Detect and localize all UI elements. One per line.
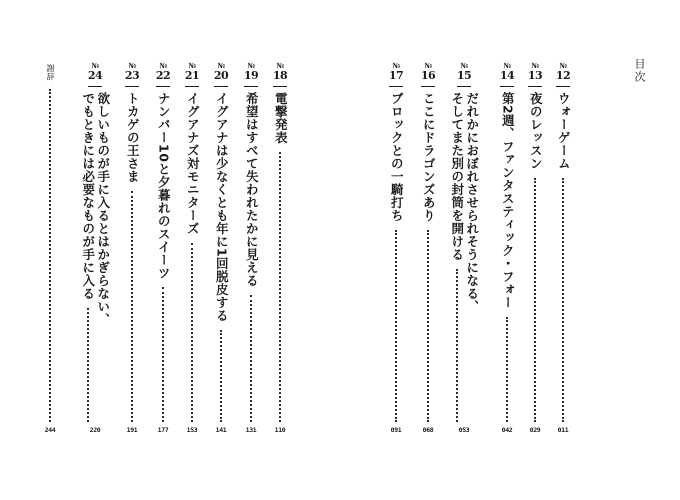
chapter-number <box>84 62 106 81</box>
chapter-title-line <box>500 92 515 422</box>
number-underline <box>389 86 403 87</box>
number-symbol: № <box>159 61 167 70</box>
dot-leader <box>220 330 222 422</box>
dot-leader <box>162 287 164 422</box>
dot-leader <box>250 295 252 422</box>
number-symbol: № <box>559 61 567 70</box>
chapter-number <box>269 62 291 81</box>
chapter-title-line <box>389 92 404 422</box>
chapter-title-line <box>95 92 110 326</box>
chapter-title-line <box>528 92 543 422</box>
toc-entry[interactable] <box>39 62 61 434</box>
toc-entry[interactable] <box>210 62 232 434</box>
page-number: 042 <box>501 426 513 434</box>
chapter-title: だれかにおぼれさせられそうになる、 <box>464 92 480 313</box>
number-symbol: № <box>460 61 468 70</box>
chapter-title: 夜のレッスン <box>528 92 544 170</box>
page-number: 220 <box>89 426 101 434</box>
toc-entry[interactable] <box>385 62 407 434</box>
toc-entry[interactable] <box>552 62 574 434</box>
chapter-number <box>121 62 143 81</box>
number-underline <box>156 86 170 87</box>
chapter-number <box>385 62 407 81</box>
chapter-number-value: 13 <box>527 69 543 82</box>
chapter-title: 電撃発表 <box>273 92 289 144</box>
page-number: 244 <box>44 426 56 434</box>
number-underline <box>214 86 228 87</box>
page-number: 177 <box>157 426 169 434</box>
chapter-title-line <box>556 92 571 422</box>
chapter-number <box>417 62 439 81</box>
page-number: 131 <box>245 426 257 434</box>
chapter-number <box>552 62 574 81</box>
toc-entry[interactable] <box>524 62 546 434</box>
chapter-title-line <box>80 92 95 422</box>
toc-entry[interactable] <box>449 61 480 434</box>
number-symbol: № <box>392 61 400 70</box>
dot-leader <box>506 317 508 422</box>
number-underline <box>273 86 287 87</box>
chapter-title-line <box>464 92 479 313</box>
chapter-title: 欲しいものが手に入るとはかぎらない、 <box>95 92 111 326</box>
chapter-number-value: 17 <box>388 69 404 82</box>
number-underline <box>244 86 258 87</box>
chapter-number-value: 22 <box>155 69 171 82</box>
page-number: 091 <box>390 426 402 434</box>
chapter-title: 第2週、ファンタスティック・フォー <box>500 92 516 310</box>
page-number: 068 <box>422 426 434 434</box>
dot-leader <box>427 230 429 422</box>
chapter-number-value: 18 <box>272 69 288 82</box>
chapter-number <box>496 62 518 81</box>
number-underline <box>125 86 139 87</box>
number-underline <box>421 86 435 87</box>
page-number: 110 <box>274 426 286 434</box>
dot-leader <box>131 191 133 422</box>
chapter-title: ここにドラゴンズあり <box>421 92 437 222</box>
chapter-number-value: 21 <box>184 69 200 82</box>
number-underline <box>457 86 471 87</box>
chapter-title-line <box>273 92 288 422</box>
chapter-title: そしてまた別の封筒を開ける <box>449 92 465 261</box>
number-underline <box>185 86 199 87</box>
chapter-title-line <box>421 92 436 422</box>
toc-entry[interactable] <box>417 62 439 434</box>
chapter-title: イグアナズ対モニターズ <box>185 92 201 235</box>
chapter-number <box>181 62 203 81</box>
chapter-title: トカゲの王さま <box>125 92 141 183</box>
toc-entry[interactable] <box>240 62 262 434</box>
page-number: 153 <box>186 426 198 434</box>
chapter-title-line <box>185 92 200 422</box>
toc-entry[interactable] <box>496 62 518 434</box>
number-symbol: № <box>217 61 225 70</box>
chapter-number-value: 24 <box>87 69 103 82</box>
chapter-title: ウォーゲーム <box>556 92 572 170</box>
chapter-title: 希望はすべて失われたかに見える <box>244 92 260 287</box>
chapter-number-value: 23 <box>124 69 140 82</box>
toc-entry[interactable] <box>121 62 143 434</box>
chapter-number-value: 14 <box>499 69 515 82</box>
chapter-number <box>453 62 475 81</box>
chapter-title-line <box>449 92 464 422</box>
number-symbol: № <box>128 61 136 70</box>
dot-leader <box>534 178 536 422</box>
dot-leader <box>395 230 397 422</box>
dot-leader <box>562 178 564 422</box>
page-number: 191 <box>126 426 138 434</box>
number-symbol: № <box>503 61 511 70</box>
dot-leader <box>87 308 89 422</box>
chapter-title-line <box>156 92 171 422</box>
number-symbol: № <box>531 61 539 70</box>
number-underline <box>500 86 514 87</box>
toc-entry[interactable] <box>80 61 111 434</box>
chapter-number <box>240 62 262 81</box>
chapter-number-value: 15 <box>456 69 472 82</box>
chapter-number <box>210 62 232 81</box>
toc-heading: 目次 <box>633 58 646 84</box>
dot-leader <box>279 152 281 422</box>
chapter-number-value: 19 <box>243 69 259 82</box>
dot-leader <box>456 269 458 422</box>
chapter-title-line <box>244 92 259 422</box>
number-underline <box>528 86 542 87</box>
chapter-number-value: 20 <box>213 69 229 82</box>
page-number: 011 <box>557 426 569 434</box>
page-number: 141 <box>215 426 227 434</box>
chapter-number <box>152 62 174 81</box>
toc-entry[interactable] <box>269 62 291 434</box>
page-number: 053 <box>458 426 470 434</box>
chapter-number-value: 12 <box>555 69 571 82</box>
chapter-title-line <box>43 64 58 422</box>
dot-leader <box>191 243 193 422</box>
number-symbol: № <box>424 61 432 70</box>
number-symbol: № <box>276 61 284 70</box>
chapter-title-line <box>214 92 229 422</box>
number-symbol: № <box>188 61 196 70</box>
chapter-title: 謝辞 <box>46 64 55 81</box>
chapter-number <box>524 62 546 81</box>
chapter-title: でもときには必要なものが手に入る <box>80 92 96 300</box>
number-symbol: № <box>247 61 255 70</box>
toc-entry[interactable] <box>181 62 203 434</box>
chapter-title: ブロックとの一騎打ち <box>389 92 405 222</box>
page-number: 029 <box>529 426 541 434</box>
number-underline <box>556 86 570 87</box>
chapter-title-line <box>125 92 140 422</box>
chapter-title: イグアナは少なくとも年に1回脱皮する <box>214 92 230 323</box>
dot-leader <box>49 89 51 422</box>
chapter-number-value: 16 <box>420 69 436 82</box>
toc-entry[interactable] <box>152 62 174 434</box>
number-symbol: № <box>91 61 99 70</box>
number-underline <box>88 86 102 87</box>
chapter-title: ナンバー10と夕暮れのスイーツ <box>156 92 172 280</box>
